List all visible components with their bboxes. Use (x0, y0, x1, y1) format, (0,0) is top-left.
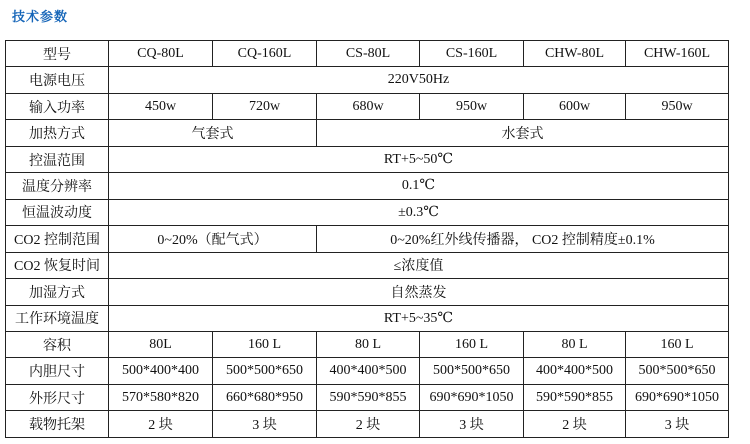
row-label: 温度分辨率 (6, 173, 109, 199)
row-label: 外形尺寸 (6, 384, 109, 410)
shelves-row (6, 411, 729, 438)
input-power-row (6, 93, 729, 119)
row-label: 恒温波动度 (6, 199, 109, 225)
value-cell: 500*500*650 (626, 358, 729, 384)
value-cell: 500*400*400 (109, 358, 213, 384)
row-label: CO2 控制范围 (6, 226, 109, 252)
value-cell: 0~20%（配气式） (109, 226, 317, 252)
value-cell: 2 块 (524, 411, 626, 438)
value-cell: 720w (213, 93, 317, 119)
spec-table (5, 40, 729, 438)
value-cell: 3 块 (626, 411, 729, 438)
model-cell: CS-160L (420, 41, 524, 67)
value-cell: 400*400*500 (524, 358, 626, 384)
row-label: 控温范围 (6, 146, 109, 172)
row-label: 输入功率 (6, 93, 109, 119)
row-label: 加热方式 (6, 120, 109, 146)
value-cell: 水套式 (317, 120, 729, 146)
inner-size-row (6, 358, 729, 384)
value-cell: 自然蒸发 (109, 279, 729, 305)
value-cell: 500*500*650 (420, 358, 524, 384)
row-label: 内胆尺寸 (6, 358, 109, 384)
value-cell: 气套式 (109, 120, 317, 146)
value-cell: 590*590*855 (317, 384, 420, 410)
value-cell: 950w (626, 93, 729, 119)
value-cell: 220V50Hz (109, 67, 729, 93)
heating-row (6, 120, 729, 146)
value-cell: 2 块 (317, 411, 420, 438)
row-label: CO2 恢复时间 (6, 252, 109, 278)
value-cell: 80 L (524, 331, 626, 357)
value-cell: 680w (317, 93, 420, 119)
value-cell: ≤浓度值 (109, 252, 729, 278)
value-cell: 400*400*500 (317, 358, 420, 384)
value-cell: 160 L (420, 331, 524, 357)
model-cell: CQ-160L (213, 41, 317, 67)
value-cell: 0.1℃ (109, 173, 729, 199)
row-label: 工作环境温度 (6, 305, 109, 331)
row-label: 容积 (6, 331, 109, 357)
ambient-row (6, 305, 729, 331)
value-cell: 160 L (213, 331, 317, 357)
value-cell: 690*690*1050 (420, 384, 524, 410)
row-label: 载物托架 (6, 411, 109, 438)
row-label: 加湿方式 (6, 279, 109, 305)
value-cell: 660*680*950 (213, 384, 317, 410)
value-cell: 80L (109, 331, 213, 357)
value-cell: 2 块 (109, 411, 213, 438)
value-cell: ±0.3℃ (109, 199, 729, 225)
value-cell: 590*590*855 (524, 384, 626, 410)
temp-fluctuation-row (6, 199, 729, 225)
co2-range-row (6, 226, 729, 252)
co2-recovery-row (6, 252, 729, 278)
header-row (6, 41, 729, 67)
value-cell: 500*500*650 (213, 358, 317, 384)
humidify-row (6, 279, 729, 305)
temp-resolution-row (6, 173, 729, 199)
value-cell: 3 块 (213, 411, 317, 438)
value-cell: 80 L (317, 331, 420, 357)
volume-row (6, 331, 729, 357)
value-cell: 450w (109, 93, 213, 119)
value-cell: 160 L (626, 331, 729, 357)
value-cell: 600w (524, 93, 626, 119)
model-cell: CS-80L (317, 41, 420, 67)
model-cell: CHW-80L (524, 41, 626, 67)
model-cell: CHW-160L (626, 41, 729, 67)
row-label: 型号 (6, 41, 109, 67)
power-supply-row (6, 67, 729, 93)
value-cell: 0~20%红外线传播器， CO2 控制精度±0.1% (317, 226, 729, 252)
section-title: 技术参数 (12, 10, 69, 25)
value-cell: 950w (420, 93, 524, 119)
value-cell: RT+5~50℃ (109, 146, 729, 172)
value-cell: 690*690*1050 (626, 384, 729, 410)
outer-size-row (6, 384, 729, 410)
value-cell: 570*580*820 (109, 384, 213, 410)
value-cell: 3 块 (420, 411, 524, 438)
model-cell: CQ-80L (109, 41, 213, 67)
value-cell: RT+5~35℃ (109, 305, 729, 331)
temp-range-row (6, 146, 729, 172)
row-label: 电源电压 (6, 67, 109, 93)
